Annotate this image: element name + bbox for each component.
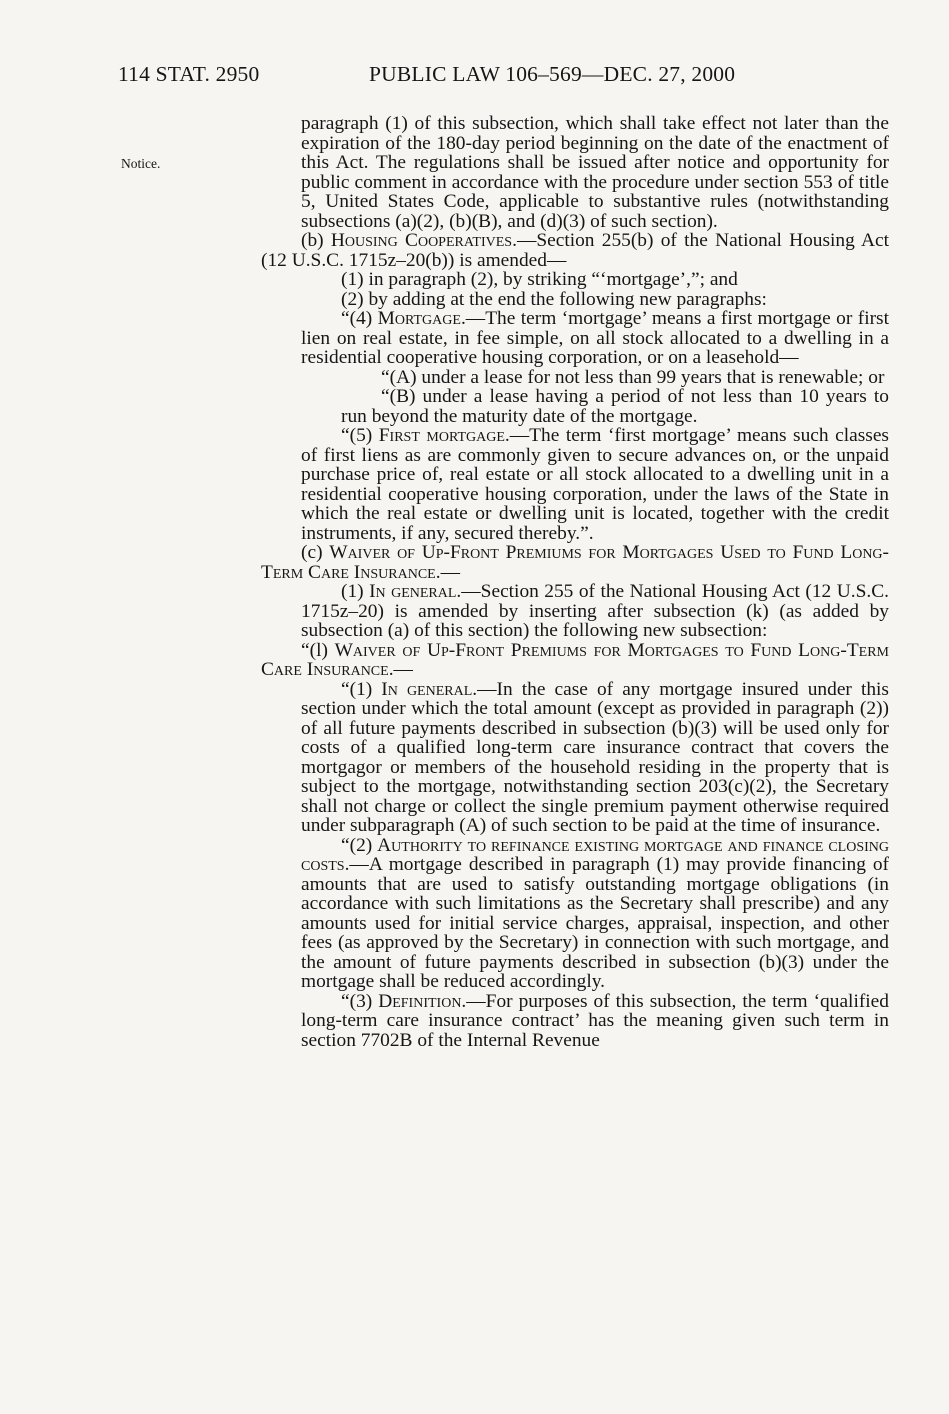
q3-text: —For purposes of this subsection, the term ‘qualified long-term care insurance contract’ has the meaning given such term in section 7702B of the Internal Revenue [301, 990, 889, 1051]
q1-label: “(1) [341, 678, 382, 700]
statute-body [261, 114, 889, 1050]
q1-heading: In general. [381, 678, 478, 700]
ql-heading: Waiver of Up-Front Premiums for Mortgages to Fund Long-Term Care Insurance. [261, 639, 889, 680]
quoted-paragraph-4 [261, 309, 889, 368]
q4-label: “(4) [341, 308, 378, 329]
paragraph-c1 [261, 582, 889, 641]
c1-label: (1) [341, 581, 370, 602]
q3-heading: Definition. [378, 990, 467, 1012]
page-reference: 114 STAT. 2950 [118, 62, 260, 86]
c1-heading: In general. [369, 581, 462, 602]
subsection-c-label: (c) [301, 542, 330, 563]
quoted-subparagraph-b: “(B) under a lease having a period of not less than 10 years to run beyond the maturity date of the mortgage. [341, 386, 889, 427]
subsection-c [261, 543, 889, 582]
q4-heading: Mortgage. [377, 308, 466, 329]
q4-text: —The term ‘mortgage’ means a first mortgage or first lien on real estate, in fee simple, on all stock allocated to a dwelling in a residential cooperative housing corporation, or on a leasehold— [301, 308, 889, 368]
subsection-b-heading: Housing Cooperatives. [330, 230, 517, 251]
subsection-c-heading: Waiver of Up-Front Premiums for Mortgages Used to Fund Long-Term Care Insurance. [261, 542, 889, 583]
quoted-paragraph-2 [261, 836, 889, 992]
subsection-b-label: (b) [301, 230, 331, 251]
q3-label: “(3) [341, 990, 379, 1012]
subsection-b-text: —Section 255(b) of the National Housing Act (12 U.S.C. 1715z–20(b)) is amended— [261, 230, 890, 271]
paragraph-continuation: paragraph (1) of this subsection, which shall take effect not later than the expiration of the 180-day period beginning on the date of the enactment of this Act. The regulations shall be issued after notice and opportunity for public comment in accordance with the procedure under section 553 of title 5, United States Code, applicable to substantive rules (notwithstanding subsections (a)(2), (b)(B), and (d)(3) of such section). [301, 113, 889, 232]
q2-text: —A mortgage described in paragraph (1) may provide financing of amounts that are used to satisfy outstanding mortgage obligations (in accordance with such limitations as the Secretary shall prescribe) and any amounts used for initial service charges, appraisal, inspection, and other fees (as approved by the Secretary) in connection with such mortgage, and the amount of future payments described in subsection (b)(3) under the mortgage shall be reduced accordingly. [301, 854, 889, 992]
header-title: PUBLIC LAW 106–569—DEC. 27, 2000 [369, 62, 736, 86]
q5-text: —The term ‘first mortgage’ means such classes of first liens as are commonly given to secure advances on, or the unpaid purchase price of, real estate or all stock allocated to a dwelling unit in a residential cooperative housing corporation, under the laws of the State in which the real estate or dwelling unit is located, together with the credit instruments, if any, secured thereby.”. [301, 425, 889, 544]
quoted-subsection-l [261, 641, 889, 680]
quoted-paragraph-3 [261, 992, 889, 1051]
q5-heading: First mortgage. [378, 425, 510, 446]
quoted-paragraph-1 [261, 680, 889, 836]
margin-note: Notice. [121, 156, 161, 171]
ql-label: “(l) [301, 639, 335, 661]
q5-label: “(5) [341, 425, 379, 446]
paragraph-b1: (1) in paragraph (2), by striking “‘mortgage’,”; and [341, 269, 738, 290]
quoted-subparagraph-a: “(A) under a lease for not less than 99 years that is renewable; or [381, 366, 885, 388]
quoted-paragraph-5 [261, 426, 889, 543]
q2-heading: Authority to refinance existing mortgage and finance closing costs. [301, 834, 889, 875]
subsection-b [261, 231, 889, 270]
q1-text: —In the case of any mortgage insured under this section under which the total amount (except as provided in paragraph (2)) of all future payments described in subsection (b)(3) will be used only for costs of a qualified long-term care insurance contract that covers the mortgagor or members of the household residing in the property that is subject to the mortgage, notwithstanding section 203(c)(2), the Secretary shall not charge or collect the single premium payment otherwise required under subparagraph (A) of such section to be paid at the time of insurance. [301, 678, 889, 836]
c1-text: —Section 255 of the National Housing Act (12 U.S.C. 1715z–20) is amended by inserting after subsection (k) (as added by subsection (a) of this section) the following new subsection: [301, 581, 889, 641]
ql-dash: — [393, 659, 413, 680]
subsection-c-dash: — [440, 561, 460, 583]
paragraph-b2: (2) by adding at the end the following new paragraphs: [341, 288, 767, 310]
q2-label: “(2) [341, 834, 378, 856]
